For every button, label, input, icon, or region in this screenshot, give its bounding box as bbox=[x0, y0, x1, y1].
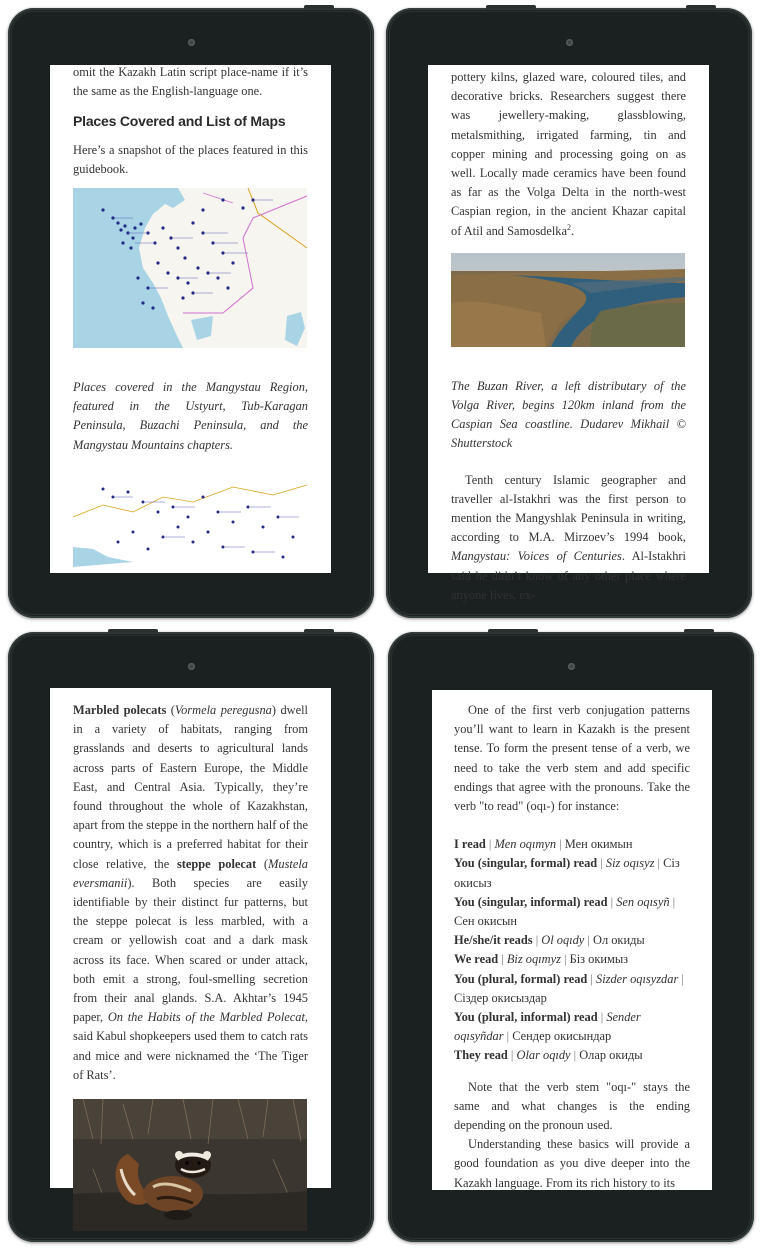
ebook-page-2[interactable] bbox=[428, 65, 709, 602]
separator: | bbox=[570, 1048, 580, 1063]
separator: | bbox=[597, 1010, 607, 1025]
cyrillic-form: Ол окиды bbox=[593, 933, 645, 948]
camera-icon bbox=[188, 663, 195, 670]
paren-open-2: ( bbox=[256, 856, 269, 871]
separator: | bbox=[584, 933, 593, 948]
polecat-text-2: ). Both species are easily identifiable by their distinct fur patterns, but the steppe polecat is less marbled, with a cream or yellowish coat and a dark mask across its face. When scared or under attack, both emit a strong, foul-smelling secretion from their anal glands. S.A. Akhtar’s 1945 paper, bbox=[73, 875, 308, 1025]
english-form: You (plural, informal) read bbox=[454, 1010, 598, 1025]
latin-name-2: Mustela eversmanii bbox=[73, 856, 308, 890]
latin-form: Siz oqısyz bbox=[605, 856, 655, 871]
separator: | bbox=[597, 856, 606, 871]
volume-button bbox=[486, 5, 536, 9]
marbled-polecat-term: Marbled polecats bbox=[73, 703, 167, 717]
english-form: You (plural, formal) read bbox=[454, 971, 588, 986]
history-text: pottery kilns, glazed ware, coloured tiles, and decorative bricks. Researchers suggest there was jewellery-making, glassblowing, metalsmithing, irrigated farming, tin and copper mining and processing going on as well. Locally made ceramics have been found as far as the Volga Delta in the north-west Caspian region, in the ancient Khazar capital of Atil and Samosdelka bbox=[451, 70, 686, 238]
note-paragraph: Note that the verb stem "oqı-" stays the same and what changes is the ending depending on the pronoun used. bbox=[454, 1079, 690, 1133]
conjugation-row bbox=[454, 950, 690, 969]
conjugation-row bbox=[454, 1008, 690, 1046]
cyrillic-form: Сен окисын bbox=[454, 914, 517, 929]
separator: | bbox=[587, 971, 596, 986]
period: . bbox=[570, 223, 575, 238]
istakhri-text-end: . Al-Istakhri said he didn’t know of any other place where anyone lives, ex- bbox=[451, 549, 686, 602]
separator: | bbox=[607, 894, 617, 909]
separator: | bbox=[678, 971, 684, 986]
steppe-polecat-term: steppe polecat bbox=[176, 856, 257, 871]
separator: | bbox=[654, 856, 664, 871]
conjugation-table bbox=[454, 835, 690, 1065]
conjugation-row bbox=[454, 970, 690, 1008]
map-caption: Places covered in the Mangystau Region, featured in the Ustyurt, Tub-Karagan Peninsula, Buzachi Peninsula, and the Mangystau Mountains chapters. bbox=[73, 380, 308, 452]
separator: | bbox=[560, 952, 570, 967]
latin-form: Sender oqısyñdar bbox=[454, 1010, 641, 1044]
cyrillic-form: Олар окиды bbox=[579, 1048, 643, 1063]
latin-form: Sen oqısyñ bbox=[616, 894, 670, 909]
cyrillic-form: Мен окимын bbox=[564, 837, 633, 852]
cyrillic-form: Сіздер окисыздар bbox=[454, 990, 547, 1005]
english-form: He/she/it reads bbox=[454, 933, 533, 948]
volume-button bbox=[108, 629, 158, 633]
footnote-link[interactable]: 2 bbox=[566, 222, 571, 232]
photo-caption: The Buzan River, a left distributary of the Volga River, begins 120km inland from the Caspian Sea coastline. Dudarev Mikhail © Shutterstock bbox=[451, 378, 686, 451]
conjugation-intro: One of the first verb conjugation patterns you’ll want to learn in Kazakh is the present tense. To form the present tense of a verb, we need to take the verb stem and add specific endings that agree with the pronouns. Take the verb "to read" (oqı-) for instance: bbox=[454, 703, 690, 814]
tablet-device-3 bbox=[8, 632, 374, 1242]
conjugation-row bbox=[454, 835, 690, 854]
separator: | bbox=[556, 837, 565, 852]
polecat-photo[interactable] bbox=[73, 1099, 307, 1231]
camera-icon bbox=[566, 39, 573, 46]
latin-form: Sizder oqısyzdar bbox=[596, 971, 679, 986]
buzan-river-photo[interactable] bbox=[451, 253, 685, 347]
intro-text: omit the Kazakh Latin script place-name if it’s the same as the English-language one. bbox=[73, 65, 308, 99]
latin-form: Men oqımyn bbox=[494, 837, 557, 852]
tablet-device-1 bbox=[8, 8, 374, 618]
istakhri-paragraph bbox=[451, 471, 686, 605]
polecat-paragraph bbox=[73, 701, 308, 1085]
conjugation-row bbox=[454, 854, 690, 892]
istakhri-text: Tenth century Islamic geographer and traveller al-Istakhri was the first person to mention the Mangyshlak Peninsula in writing, according to M.A. Mirzoev’s 1994 book, bbox=[451, 472, 686, 545]
separator: | bbox=[498, 952, 507, 967]
english-form: They read bbox=[454, 1048, 508, 1063]
polecat-text-3: , said Kabul shopkeepers used them to catch rats and mice and were nicknamed the ‘The Tiger of Rats’. bbox=[73, 1010, 309, 1082]
power-button bbox=[686, 5, 716, 9]
english-form: I read bbox=[454, 837, 486, 852]
camera-icon bbox=[568, 663, 575, 670]
polecat-text-1: ) dwell in a variety of habitats, ranging from grasslands and deserts to agricultural lands across parts of Eastern Europe, the Middle East, and Central Asia. Typically, they’re found throughout the whole of Kazakhstan, apart from the steppe in the northern half of the country, which is a preferred habitat for their close relative, the bbox=[73, 703, 308, 871]
latin-form: Biz oqımyz bbox=[506, 952, 561, 967]
separator: | bbox=[503, 1029, 513, 1044]
english-form: You (singular, informal) read bbox=[454, 894, 608, 909]
english-form: You (singular, formal) read bbox=[454, 856, 598, 871]
conjugation-row bbox=[454, 893, 690, 931]
ebook-page-4[interactable] bbox=[432, 690, 712, 1190]
power-button bbox=[304, 629, 334, 633]
power-button bbox=[304, 5, 334, 9]
separator: | bbox=[669, 894, 676, 909]
separator: | bbox=[532, 933, 542, 948]
map-mangystau[interactable] bbox=[73, 188, 307, 348]
ebook-page-3[interactable] bbox=[50, 688, 331, 1188]
conjugation-row bbox=[454, 1046, 690, 1065]
cyrillic-form: Сендер окисындар bbox=[512, 1029, 612, 1044]
book-title: Mangystau: Voices of Centuries bbox=[451, 549, 622, 564]
history-paragraph bbox=[451, 68, 686, 241]
tablet-device-4 bbox=[388, 632, 754, 1242]
paper-title: On the Habits of the Marbled Polecat bbox=[107, 1010, 305, 1025]
volume-button bbox=[488, 629, 538, 633]
snapshot-paragraph: Here’s a snapshot of the places featured in this guidebook. bbox=[73, 142, 308, 176]
latin-form: Ol oqıdy bbox=[541, 933, 585, 948]
closing-paragraph: Understanding these basics will provide a good foundation as you dive deeper into the Kazakh language. From its rich history to its bbox=[454, 1137, 690, 1190]
conjugation-row bbox=[454, 931, 690, 950]
separator: | bbox=[507, 1048, 517, 1063]
cyrillic-form: Сіз окисыз bbox=[454, 856, 680, 890]
power-button bbox=[684, 629, 714, 633]
paren-open: ( bbox=[166, 703, 175, 717]
latin-name-1: Vormela peregusna bbox=[174, 703, 272, 717]
separator: | bbox=[485, 837, 495, 852]
camera-icon bbox=[188, 39, 195, 46]
map-second[interactable] bbox=[73, 477, 307, 567]
ebook-page-1[interactable] bbox=[50, 65, 331, 573]
section-heading: Places Covered and List of Maps bbox=[73, 113, 286, 130]
latin-form: Olar oqıdy bbox=[516, 1048, 571, 1063]
english-form: We read bbox=[454, 952, 499, 967]
cyrillic-form: Біз окимыз bbox=[569, 952, 629, 967]
tablet-device-2 bbox=[386, 8, 752, 618]
